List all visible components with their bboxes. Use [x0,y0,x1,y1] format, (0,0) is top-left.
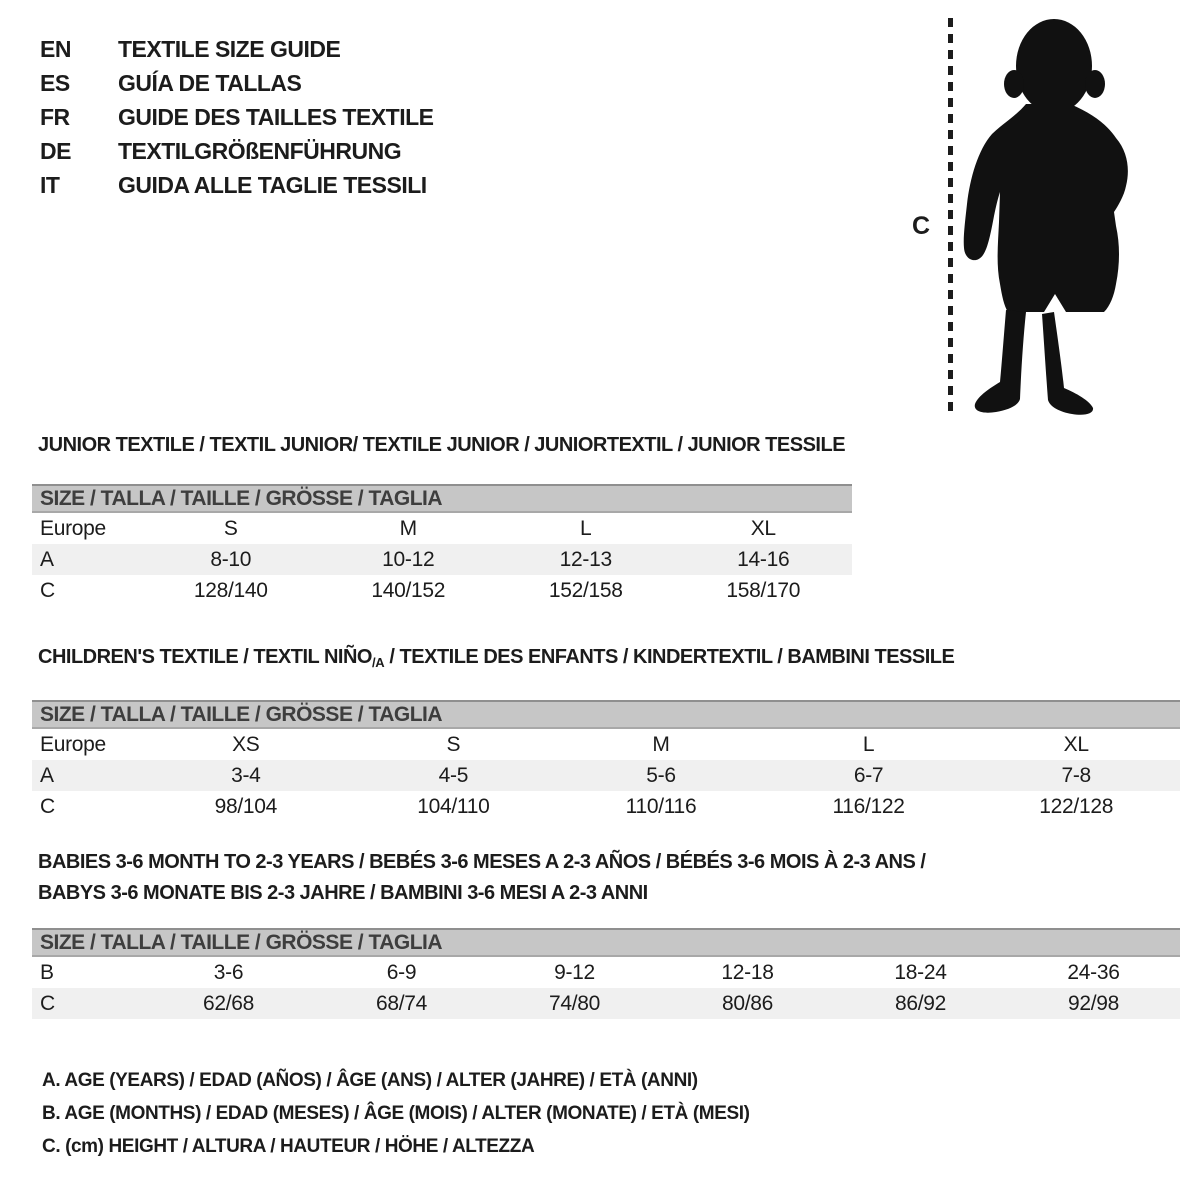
height-value: 152/158 [548,578,623,602]
babies-size-table [32,928,1180,1019]
height-value: 122/128 [1039,794,1114,818]
lang-title: GUIDA ALLE TAGLIE TESSILI [118,171,427,198]
size-value: XL [1063,732,1089,756]
junior-size-table [32,484,852,606]
children-title-prefix: CHILDREN'S TEXTILE / TEXTIL NIÑO [38,646,372,668]
children-height-row [32,791,1180,822]
lang-row-es [40,66,434,100]
height-dashed-line [948,18,953,416]
months-value: 6-9 [386,960,417,984]
height-value: 104/110 [417,794,490,818]
lang-code: ES [40,69,70,96]
children-section-title [38,646,954,669]
height-value: 128/140 [193,578,268,602]
height-value: 158/170 [726,578,801,602]
region-label: Europe [40,516,106,540]
row-label: A [40,547,54,571]
height-value: 140/152 [371,578,446,602]
children-title-suffix-small: /A [371,655,385,670]
babies-section-title-line1: BABIES 3-6 MONTH TO 2-3 YEARS / BEBÉS 3-6 MESES A 2-3 AÑOS / BÉBÉS 3-6 MOIS À 2-3 ANS / [38,851,926,873]
row-label: C [40,578,55,602]
lang-title: GUÍA DE TALLAS [118,69,302,96]
size-value: M [652,732,670,756]
lang-row-fr [40,100,434,134]
age-value: 7-8 [1061,763,1091,787]
babies-size-header-bar: SIZE / TALLA / TAILLE / GRÖSSE / TAGLIA [32,928,1180,957]
height-value: 80/86 [721,991,774,1015]
age-value: 10-12 [382,547,435,571]
junior-height-row [32,575,852,606]
age-value: 14-16 [737,547,790,571]
age-value: 6-7 [853,763,884,787]
legend-age-years: A. AGE (YEARS) / EDAD (AÑOS) / ÂGE (ANS) / ALTER (JAHRE) / ETÀ (ANNI) [42,1070,698,1091]
row-label: C [40,991,55,1015]
junior-age-row [32,544,852,575]
months-value: 9-12 [554,960,595,984]
children-title-rest: / TEXTILE DES ENFANTS / KINDERTEXTIL / BAMBINI TESSILE [384,646,955,668]
height-value: 74/80 [548,991,601,1015]
size-value: XL [750,516,776,540]
lang-code: DE [40,137,71,164]
lang-code: FR [40,103,70,130]
height-value: 98/104 [214,794,278,818]
junior-section-title: JUNIOR TEXTILE / TEXTIL JUNIOR/ TEXTILE JUNIOR / JUNIORTEXTIL / JUNIOR TESSILE [38,434,846,456]
height-value: 92/98 [1067,991,1120,1015]
lang-code: EN [40,35,71,62]
babies-months-row [32,957,1180,988]
legend-age-months: B. AGE (MONTHS) / EDAD (MESES) / ÂGE (MOIS) / ALTER (MONATE) / ETÀ (MESI) [42,1103,750,1124]
size-value: S [446,732,461,756]
measurement-legend [42,1070,750,1169]
language-title-list [40,32,434,202]
junior-size-row [32,513,852,544]
size-value: L [580,516,592,540]
age-value: 8-10 [210,547,252,571]
babies-section-title-line2: BABYS 3-6 MONATE BIS 2-3 JAHRE / BAMBINI 3-6 MESI A 2-3 ANNI [38,882,648,904]
children-age-row [32,760,1180,791]
months-value: 3-6 [213,960,244,984]
height-value: 68/74 [375,991,428,1015]
months-value: 24-36 [1067,960,1120,984]
junior-size-header-bar: SIZE / TALLA / TAILLE / GRÖSSE / TAGLIA [32,484,852,513]
height-value: 86/92 [894,991,947,1015]
height-value: 62/68 [202,991,255,1015]
size-value: L [862,732,875,756]
row-label: B [40,960,54,984]
size-value: S [223,516,238,540]
lang-code: IT [40,171,60,198]
children-size-header-bar: SIZE / TALLA / TAILLE / GRÖSSE / TAGLIA [32,700,1180,729]
lang-row-en [40,32,434,66]
height-marker-label: C [912,212,930,240]
age-value: 12-13 [559,547,612,571]
legend-height-cm: C. (cm) HEIGHT / ALTURA / HAUTEUR / HÖHE / ALTEZZA [42,1136,535,1157]
months-value: 12-18 [721,960,774,984]
region-label: Europe [40,732,106,756]
row-label: C [40,794,55,818]
lang-title: TEXTILGRÖßENFÜHRUNG [118,137,402,164]
lang-row-de [40,134,434,168]
height-value: 110/116 [625,794,697,818]
age-value: 5-6 [646,763,676,787]
children-size-row [32,729,1180,760]
size-value: XS [232,732,260,756]
lang-row-it [40,168,434,202]
baby-silhouette-icon [958,12,1138,416]
height-value: 116/122 [832,794,905,818]
age-value: 3-4 [231,763,261,787]
size-value: M [399,516,417,540]
age-value: 4-5 [438,763,469,787]
children-size-table [32,700,1180,822]
babies-height-row [32,988,1180,1019]
months-value: 18-24 [894,960,947,984]
row-label: A [40,763,54,787]
lang-title: TEXTILE SIZE GUIDE [118,35,341,62]
lang-title: GUIDE DES TAILLES TEXTILE [118,103,434,130]
